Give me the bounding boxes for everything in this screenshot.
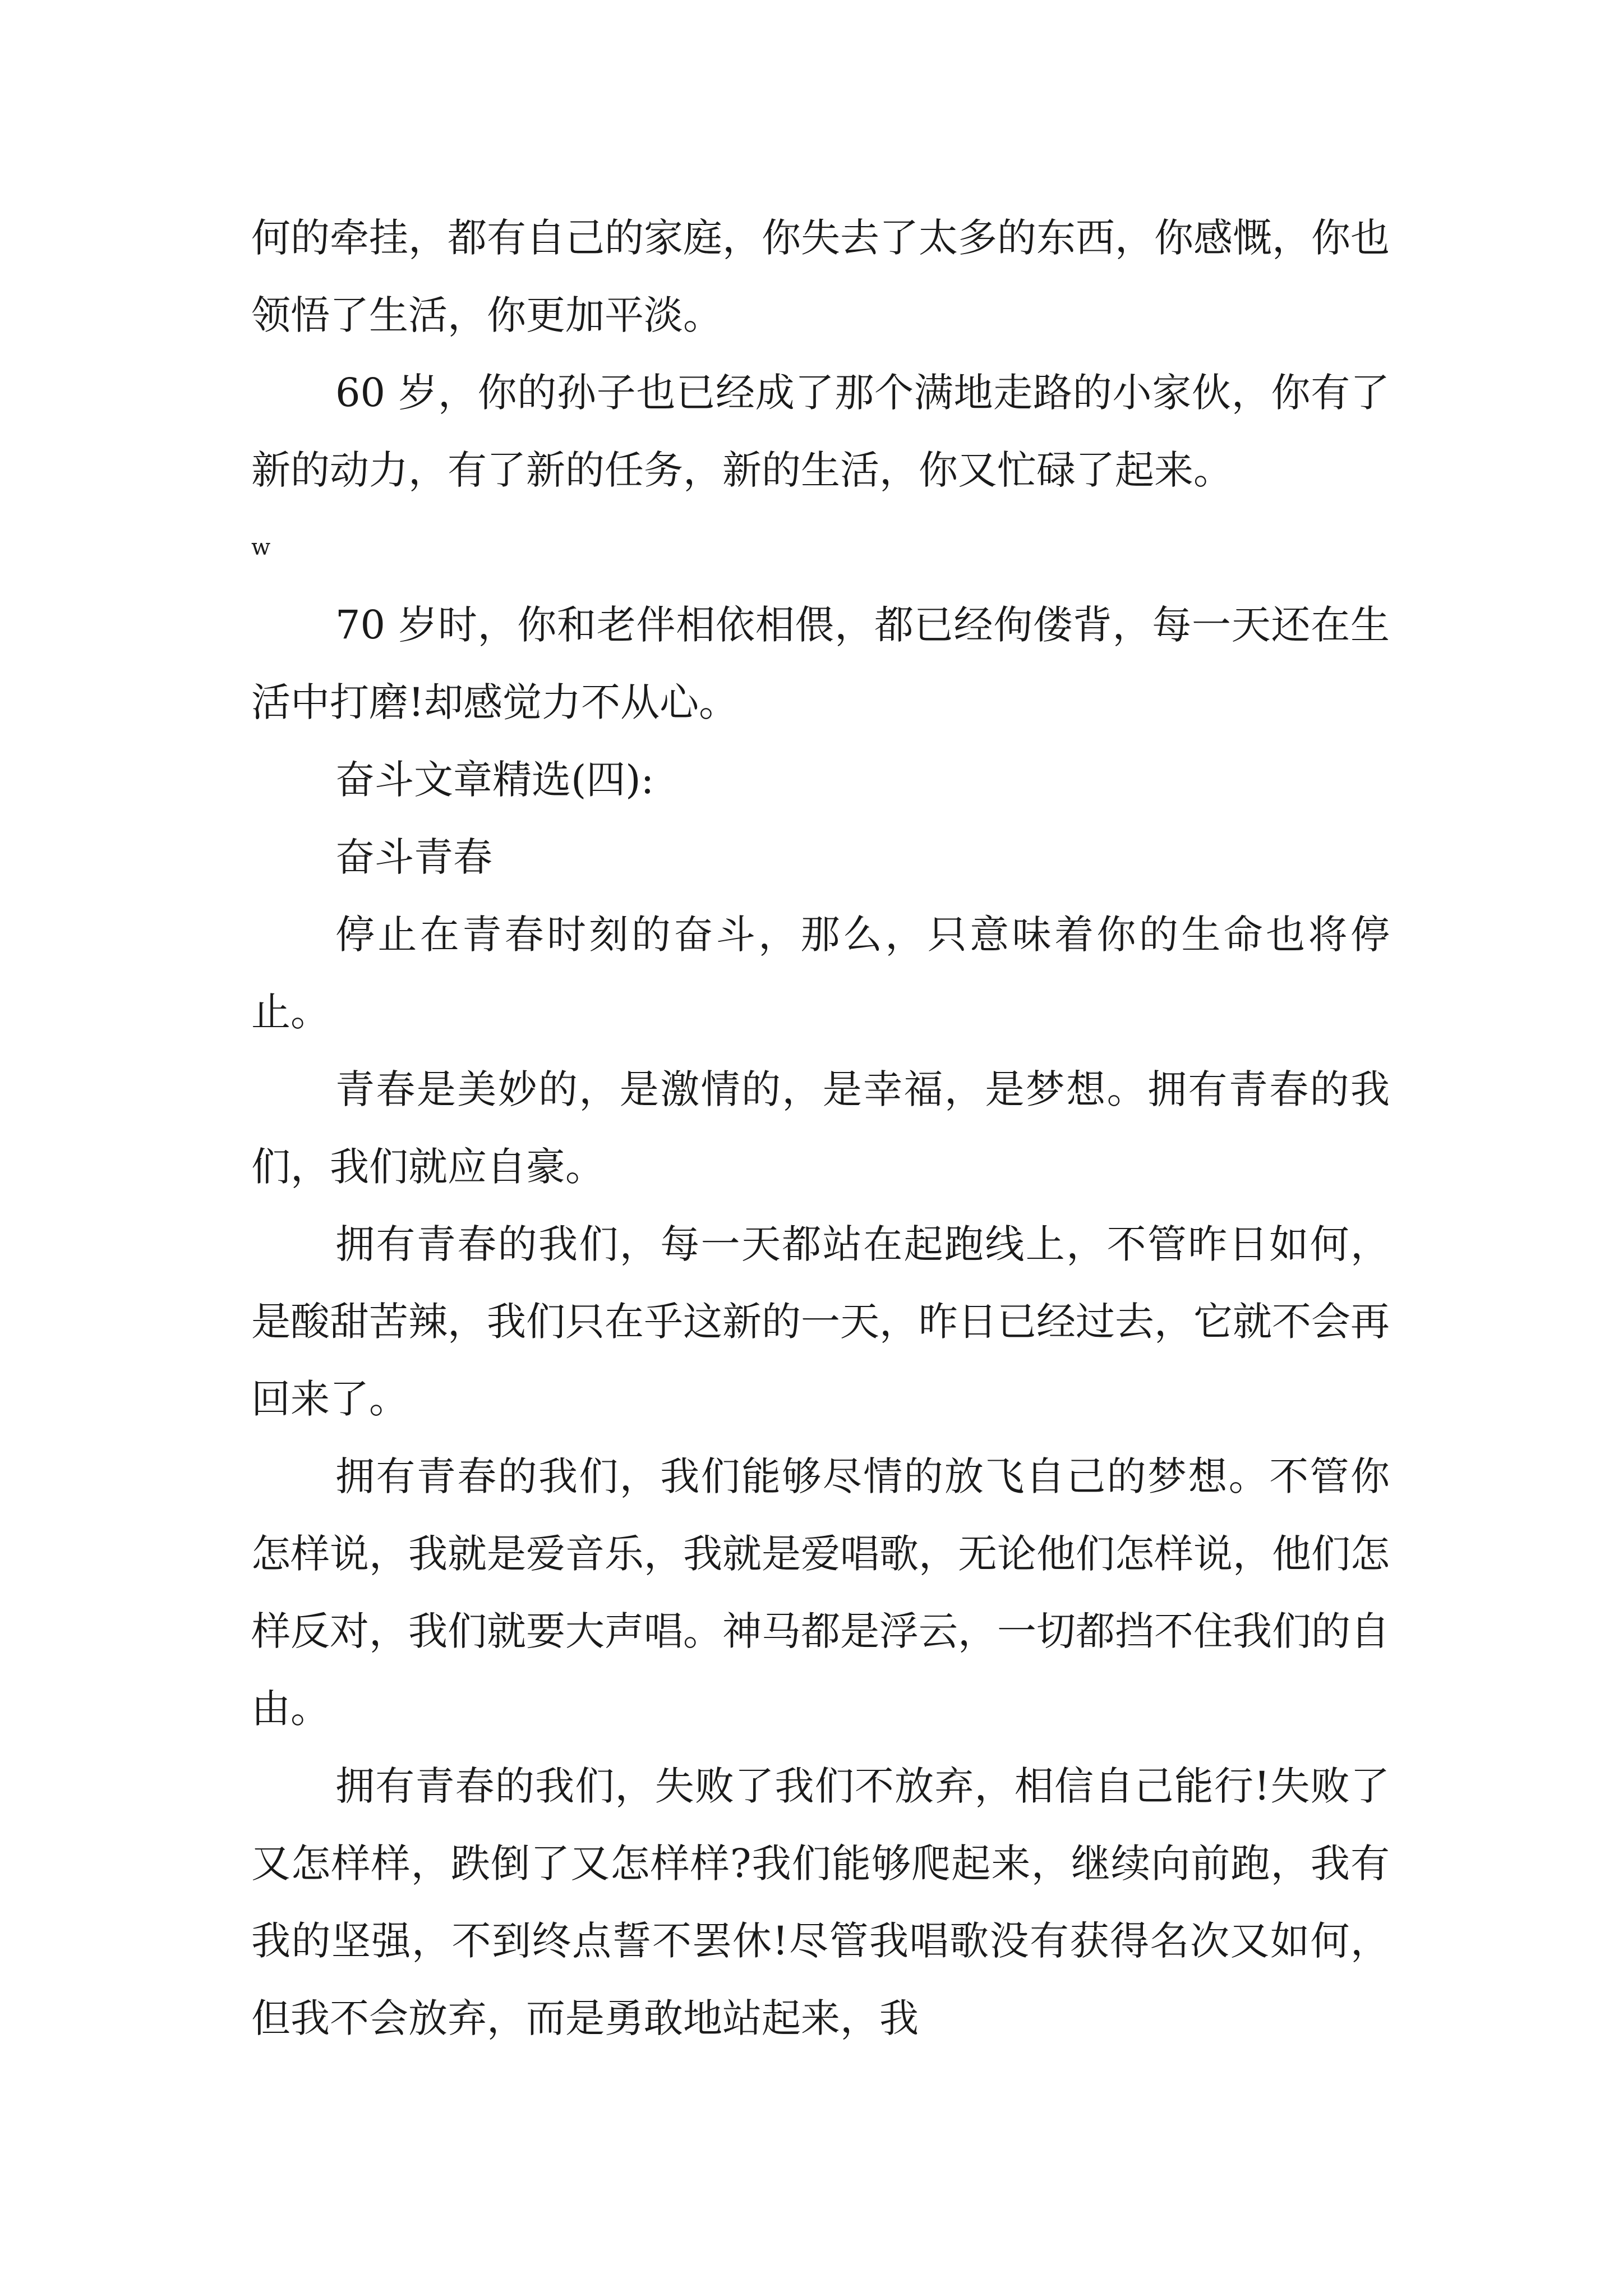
- section-heading: 奋斗文章精选(四):: [335, 757, 654, 803]
- paragraph-8: 拥有青春的我们，失败了我们不放弃，相信自己能行!失败了又怎样样，跌倒了又怎样样?我们能够爬起来，继续向前跑，我有我的坚强，不到终点誓不罢休!尽管我唱歌没有获得名次又如何，但我不会放弃，而是勇敢地站起来，我: [251, 1763, 1390, 2041]
- paragraph-2: 60 岁，你的孙子也已经成了那个满地走路的小家伙，你有了新的动力，有了新的任务，新的生活，你又忙碌了起来。: [251, 370, 1390, 493]
- paragraph-7: 拥有青春的我们，我们能够尽情的放飞自己的梦想。不管你怎样说，我就是爱音乐，我就是爱唱歌，无论他们怎样说，他们怎样反对，我们就要大声唱。神马都是浮云，一切都挡不住我们的自由。: [251, 1453, 1390, 1732]
- paragraph-1: 何的牵挂，都有自己的家庭，你失去了太多的东西，你感慨，你也领悟了生活，你更加平淡。: [251, 215, 1390, 338]
- paragraph-4: 停止在青春时刻的奋斗，那么，只意味着你的生命也将停止。: [251, 912, 1390, 1035]
- article-title: 奋斗青春: [335, 834, 492, 880]
- paragraph-6: 拥有青春的我们，每一天都站在起跑线上，不管昨日如何，是酸甜苦辣，我们只在乎这新的一天，昨日已经过去，它就不会再回来了。: [251, 1221, 1390, 1422]
- paragraph-3: 70 岁时，你和老伴相依相偎，都已经佝偻背，每一天还在生活中打磨!却感觉力不从心。: [251, 602, 1390, 725]
- stray-character: w: [251, 535, 271, 560]
- document-body: [251, 199, 1390, 2057]
- paragraph-5: 青春是美妙的，是激情的，是幸福，是梦想。拥有青春的我们，我们就应自豪。: [251, 1066, 1390, 1190]
